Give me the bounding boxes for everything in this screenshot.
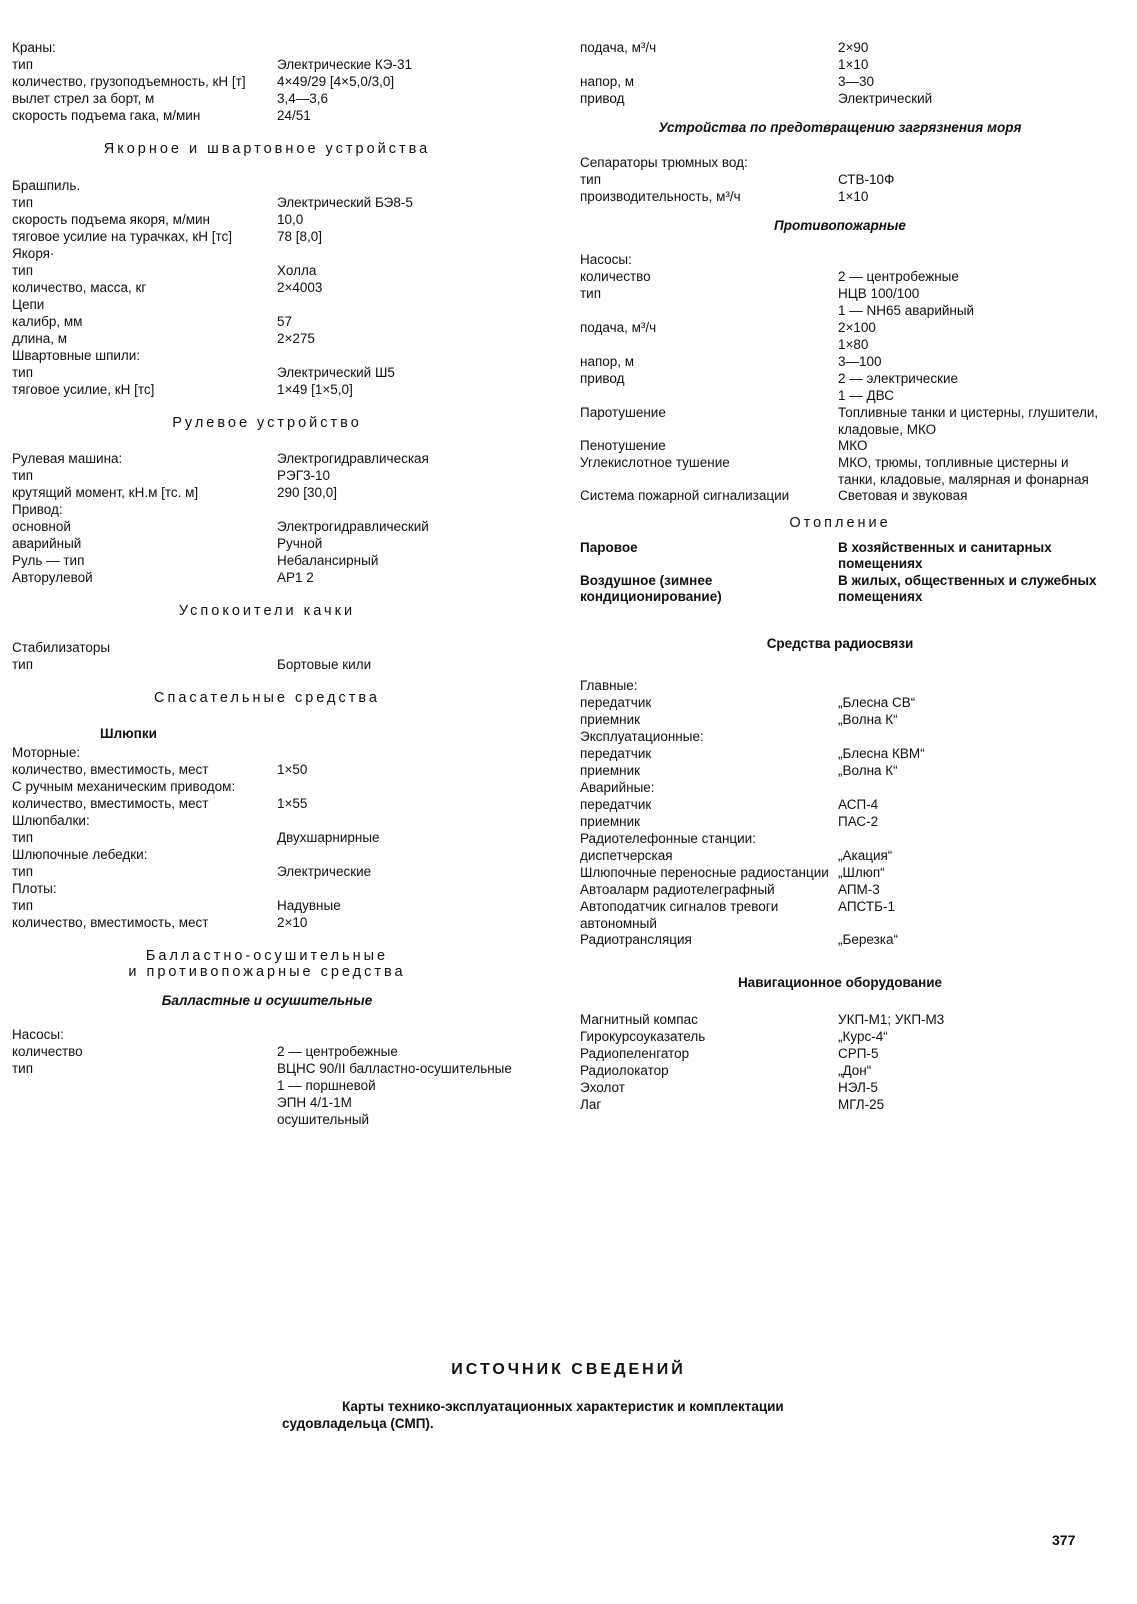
spec-key: тяговое усилие, кН [тс] <box>12 381 155 397</box>
spec-value: СТВ-10Ф <box>838 171 895 187</box>
spec-row <box>580 882 1100 899</box>
spec-value: МГЛ-25 <box>838 1096 885 1112</box>
spec-key: Рулевая машина: <box>12 451 123 466</box>
spec-key: Брашпиль. <box>12 177 81 193</box>
spec-row <box>580 320 1100 337</box>
spec-row <box>580 540 1100 573</box>
spec-row <box>12 331 522 348</box>
spec-row <box>12 314 522 331</box>
spec-row <box>12 519 522 536</box>
spec-row <box>12 57 522 74</box>
spec-row <box>580 1097 1100 1114</box>
spec-key: Паротушение <box>580 405 666 420</box>
fire-section <box>580 252 1100 505</box>
spec-key: тип <box>12 829 34 845</box>
spec-row <box>580 405 1100 438</box>
right-column <box>580 40 1100 1114</box>
nav-section <box>580 1012 1100 1114</box>
spec-value: Электрические <box>277 863 372 879</box>
spec-row <box>12 178 522 195</box>
spec-value: 290 [30,0] <box>277 485 338 500</box>
rescue-heading: Спасательные средства <box>154 689 380 706</box>
spec-key: Магнитный компас <box>580 1011 698 1027</box>
spec-key: калибр, мм <box>12 313 83 329</box>
spec-value: 24/51 <box>277 108 311 123</box>
spec-value: УКП-М1; УКП-М3 <box>838 1011 945 1027</box>
spec-row <box>12 830 522 847</box>
spec-row <box>12 502 522 519</box>
spec-key: тип <box>12 364 34 380</box>
spec-value: 1 — NH65 аварийный <box>838 303 975 318</box>
spec-value: „Волна К“ <box>838 712 898 727</box>
spec-key: Радиопеленгатор <box>580 1045 690 1061</box>
spec-key: тип <box>580 286 602 301</box>
spec-key: диспетчерская <box>580 848 673 863</box>
spec-key: напор, м <box>580 74 635 89</box>
spec-value: „Курс-4“ <box>838 1028 888 1044</box>
spec-row <box>12 657 522 674</box>
spec-row <box>580 455 1100 488</box>
spec-row <box>580 371 1100 388</box>
spec-key: передатчик <box>580 797 652 812</box>
spec-value: Электрогидравлическая <box>277 451 429 466</box>
spec-row <box>12 263 522 280</box>
spec-value: 2×90 <box>838 40 869 55</box>
spec-row <box>12 1095 522 1112</box>
spec-row <box>580 763 1100 780</box>
spec-row <box>580 1063 1100 1080</box>
spec-value: 1×10 <box>838 188 869 204</box>
spec-row <box>580 189 1100 206</box>
spec-row <box>580 74 1100 91</box>
ballast-heading-2: и противопожарные средства <box>128 964 406 980</box>
spec-value: 2 — центробежные <box>277 1044 398 1059</box>
anchor-heading: Якорное и швартовное устройства <box>103 141 431 157</box>
spec-value: „Березка“ <box>838 932 898 947</box>
spec-row <box>12 348 522 365</box>
spec-key: Швартовные шпили: <box>12 347 141 363</box>
spec-key: вылет стрел за борт, м <box>12 91 155 106</box>
rescue-section <box>12 745 522 932</box>
spec-key: Привод: <box>12 502 63 517</box>
roll-section <box>12 640 522 674</box>
spec-value: 1×49 [1×5,0] <box>277 381 353 397</box>
spec-row <box>580 337 1100 354</box>
spec-key: тип <box>12 1061 34 1076</box>
spec-key: Лаг <box>580 1096 602 1112</box>
spec-row <box>12 915 522 932</box>
spec-row <box>12 365 522 382</box>
spec-row <box>12 1044 522 1061</box>
spec-key: Радиотрансляция <box>580 932 692 947</box>
spec-row <box>12 536 522 553</box>
ballast-heading-1: Балластно-осушительные <box>145 947 389 964</box>
spec-row <box>12 212 522 229</box>
spec-key: основной <box>12 519 71 534</box>
nav-heading: Навигационное оборудование <box>737 975 943 990</box>
spec-key: Пенотушение <box>580 438 666 453</box>
spec-row <box>580 354 1100 371</box>
spec-row <box>12 451 522 468</box>
spec-key: Сепараторы трюмных вод: <box>580 154 748 170</box>
spec-value: 2×275 <box>277 330 315 346</box>
spec-row <box>12 195 522 212</box>
spec-value: 1 — ДВС <box>838 388 894 403</box>
spec-value: 3—100 <box>838 354 882 369</box>
spec-value: 3,4—3,6 <box>277 91 329 106</box>
pollution-heading: Устройства по предотвращению загрязнения моря <box>658 120 1022 135</box>
spec-key: тип <box>580 171 602 187</box>
spec-key: Насосы: <box>580 252 632 267</box>
spec-value: Холла <box>277 262 317 278</box>
spec-value: Двухшарнирные <box>277 829 380 845</box>
spec-key: Углекислотное тушение <box>580 455 730 470</box>
spec-key: Эксплуатационные: <box>580 729 704 744</box>
spec-row <box>12 1027 522 1044</box>
spec-key: Аварийные: <box>580 780 655 795</box>
spec-row <box>12 108 522 125</box>
spec-row <box>12 1112 522 1129</box>
spec-key: тип <box>12 863 34 879</box>
spec-row <box>12 553 522 570</box>
spec-row <box>580 932 1100 949</box>
spec-key: Якоря· <box>12 245 55 261</box>
spec-row <box>580 172 1100 189</box>
spec-row <box>580 1080 1100 1097</box>
spec-row <box>580 252 1100 269</box>
spec-row <box>12 1078 522 1095</box>
spec-key: Главные: <box>580 678 638 693</box>
spec-key: количество, грузоподъемность, кН [т] <box>12 74 246 89</box>
spec-key: Автоаларм радиотелеграфный <box>580 882 775 897</box>
spec-row <box>580 573 1100 606</box>
spec-row <box>12 91 522 108</box>
spec-key: тяговое усилие на турачках, кН [тс] <box>12 228 233 244</box>
spec-key: Радиолокатор <box>580 1062 669 1078</box>
spec-key: напор, м <box>580 354 635 369</box>
spec-value: Топливные танки и цистерны, глушители, кладовые, МКО <box>838 405 1099 437</box>
spec-value: АСП-4 <box>838 797 879 812</box>
spec-key: количество, вместимость, мест <box>12 914 209 930</box>
spec-value: Электрический Ш5 <box>277 364 395 380</box>
spec-row <box>12 864 522 881</box>
spec-row <box>580 899 1100 932</box>
spec-key: количество <box>580 269 651 284</box>
spec-key: Шлюпбалки: <box>12 812 90 828</box>
spec-key: длина, м <box>12 330 68 346</box>
spec-value: 1×55 <box>277 795 308 811</box>
page-number: 377 <box>1052 1532 1076 1548</box>
radio-section <box>580 678 1100 949</box>
spec-key: тип <box>12 194 34 210</box>
spec-value: МКО, трюмы, топливные цистерны и танки, кладовые, малярная и фонарная <box>838 455 1089 487</box>
spec-key: количество <box>12 1044 83 1059</box>
spec-key: Система пожарной сигнализации <box>580 488 790 503</box>
spec-value: НЦВ 100/100 <box>838 286 920 301</box>
spec-value: 2×4003 <box>277 279 323 295</box>
pumps-top-section <box>580 40 1100 108</box>
spec-key: приемник <box>580 763 641 778</box>
spec-row <box>12 382 522 399</box>
spec-value: 4×49/29 [4×5,0/3,0] <box>277 74 395 89</box>
spec-key: подача, м³/ч <box>580 320 657 335</box>
spec-row <box>580 438 1100 455</box>
spec-key: тип <box>12 897 34 913</box>
anchor-section <box>12 178 522 399</box>
spec-row <box>580 797 1100 814</box>
spec-row <box>580 865 1100 882</box>
spec-value: В жилых, общественных и служебных помещениях <box>838 572 1097 604</box>
spec-row <box>12 898 522 915</box>
spec-row <box>580 40 1100 57</box>
spec-key: привод <box>580 91 625 106</box>
pollution-section <box>580 155 1100 206</box>
spec-row <box>580 1012 1100 1029</box>
heating-section <box>580 540 1100 606</box>
spec-key: скорость подъема гака, м/мин <box>12 108 201 123</box>
spec-key: аварийный <box>12 536 82 551</box>
spec-key: Воздушное (зимнее кондиционирование) <box>580 572 722 604</box>
spec-value: ЭПН 4/1-1М <box>277 1095 352 1110</box>
spec-row <box>580 746 1100 763</box>
spec-row <box>580 286 1100 303</box>
spec-row <box>12 813 522 830</box>
spec-value: Небалансирный <box>277 553 379 568</box>
spec-key: тип <box>12 656 34 672</box>
left-column <box>12 40 522 1129</box>
spec-value: ПАС-2 <box>838 814 879 829</box>
spec-row <box>580 678 1100 695</box>
spec-value: 3—30 <box>838 74 875 89</box>
spec-value: „Дон“ <box>838 1062 872 1078</box>
spec-row <box>580 780 1100 797</box>
spec-value: 1×10 <box>838 57 869 72</box>
spec-row <box>12 796 522 813</box>
spec-value: Ручной <box>277 536 323 551</box>
steering-section <box>12 451 522 587</box>
spec-row <box>12 640 522 657</box>
source-title: ИСТОЧНИК СВЕДЕНИЙ <box>451 1361 686 1378</box>
spec-row <box>12 485 522 502</box>
heating-heading: Отопление <box>789 515 891 531</box>
spec-key: Радиотелефонные станции: <box>580 831 756 846</box>
spec-value: 1×50 <box>277 761 308 777</box>
spec-key: крутящий момент, кН.м [тс. м] <box>12 485 199 500</box>
spec-key: Авторулевой <box>12 570 93 585</box>
spec-row <box>580 488 1100 505</box>
spec-row <box>580 848 1100 865</box>
spec-row <box>580 303 1100 320</box>
spec-row <box>12 847 522 864</box>
spec-key: тип <box>12 262 34 278</box>
spec-key: производительность, м³/ч <box>580 188 741 204</box>
spec-key: Автоподатчик сигналов тревоги автономный <box>580 899 779 931</box>
spec-key: Шлюпочные лебедки: <box>12 846 148 862</box>
spec-value: 2 — электрические <box>838 371 959 386</box>
spec-key: приемник <box>580 814 641 829</box>
spec-key: Моторные: <box>12 744 81 760</box>
spec-row <box>12 570 522 587</box>
spec-value: Бортовые кили <box>277 656 372 672</box>
spec-key: С ручным механическим приводом: <box>12 778 236 794</box>
spec-value: Электрические КЭ-31 <box>277 57 413 72</box>
spec-value: Световая и звуковая <box>838 488 968 503</box>
spec-value: АПМ-3 <box>838 882 880 897</box>
spec-value: 10,0 <box>277 211 304 227</box>
spec-value: Электрогидравлический <box>277 519 429 534</box>
spec-key: Цепи <box>12 296 45 312</box>
spec-row <box>580 388 1100 405</box>
spec-value: АПСТБ-1 <box>838 899 895 914</box>
spec-row <box>12 1061 522 1078</box>
spec-row <box>12 246 522 263</box>
spec-value: 57 <box>277 313 293 329</box>
spec-value: „Волна К“ <box>838 763 898 778</box>
spec-row <box>580 814 1100 831</box>
radio-heading: Средства радиосвязи <box>766 635 914 651</box>
spec-row <box>580 831 1100 848</box>
spec-value: 2 — центробежные <box>838 269 959 284</box>
ballast-section <box>12 1027 522 1129</box>
spec-value: 1×80 <box>838 337 869 352</box>
spec-key: приемник <box>580 712 641 727</box>
spec-key: подача, м³/ч <box>580 40 657 55</box>
spec-value: 2×100 <box>838 320 876 335</box>
spec-key: Руль — тип <box>12 553 85 568</box>
spec-row <box>12 779 522 796</box>
spec-value: „Блесна КВМ“ <box>838 746 925 761</box>
spec-row <box>12 280 522 297</box>
spec-row <box>12 74 522 91</box>
spec-value: В хозяйственных и санитарных помещениях <box>838 539 1052 571</box>
spec-row <box>580 695 1100 712</box>
spec-value: 78 [8,0] <box>277 228 323 244</box>
spec-key: Шлюпочные переносные радиостанции <box>580 865 829 880</box>
spec-value: АР1 2 <box>277 570 314 585</box>
spec-row <box>12 468 522 485</box>
spec-value: „Блесна СВ“ <box>838 695 916 710</box>
spec-value: Надувные <box>277 897 341 913</box>
spec-row <box>580 57 1100 74</box>
spec-key: Паровое <box>580 539 638 555</box>
spec-key: передатчик <box>580 746 652 761</box>
steering-heading: Рулевое устройство <box>172 414 362 431</box>
fire-heading: Противопожарные <box>774 217 906 233</box>
spec-key: тип <box>12 57 34 72</box>
boats-subheading: Шлюпки <box>100 726 157 741</box>
spec-row <box>12 229 522 246</box>
spec-key: Краны: <box>12 40 56 55</box>
spec-value: Электрический БЭ8-5 <box>277 194 413 210</box>
spec-row <box>580 729 1100 746</box>
spec-row <box>580 712 1100 729</box>
spec-value: ВЦНС 90/II балластно-осушительные <box>277 1061 512 1076</box>
spec-row <box>580 1046 1100 1063</box>
spec-value: СРП-5 <box>838 1045 879 1061</box>
source-text: Карты технико-эксплуатационных характеристик и комплектации судовладельца (СМП). <box>282 1399 784 1431</box>
spec-key: скорость подъема якоря, м/мин <box>12 211 210 227</box>
spec-value: НЭЛ-5 <box>838 1079 878 1095</box>
spec-value: 1 — поршневой <box>277 1078 376 1093</box>
spec-row <box>12 881 522 898</box>
spec-key: передатчик <box>580 695 652 710</box>
spec-row <box>580 91 1100 108</box>
spec-value: РЭГ3-10 <box>277 468 331 483</box>
spec-row <box>580 1029 1100 1046</box>
spec-value: осушительный <box>277 1112 370 1127</box>
spec-key: Плоты: <box>12 880 57 896</box>
spec-key: количество, вместимость, мест <box>12 795 209 811</box>
spec-row <box>580 155 1100 172</box>
spec-row <box>12 40 522 57</box>
ballast-subheading: Балластные и осушительные <box>161 992 373 1008</box>
spec-value: 2×10 <box>277 914 308 930</box>
spec-key: количество, масса, кг <box>12 279 147 295</box>
spec-value: Электрический <box>838 91 933 106</box>
roll-heading: Успокоители качки <box>178 603 356 619</box>
spec-key: Насосы: <box>12 1027 64 1042</box>
spec-key: привод <box>580 371 625 386</box>
cranes-section <box>12 40 522 125</box>
spec-row <box>580 269 1100 286</box>
spec-row <box>12 745 522 762</box>
spec-key: тип <box>12 468 34 483</box>
spec-key: количество, вместимость, мест <box>12 761 209 777</box>
spec-key: Стабилизаторы <box>12 639 111 655</box>
spec-value: МКО <box>838 438 868 453</box>
spec-row <box>12 762 522 779</box>
spec-value: „Шлюп“ <box>838 865 885 880</box>
spec-value: „Акация“ <box>838 848 893 863</box>
spec-row <box>12 297 522 314</box>
spec-key: Эхолот <box>580 1079 625 1095</box>
spec-key: Гирокурсоуказатель <box>580 1028 706 1044</box>
